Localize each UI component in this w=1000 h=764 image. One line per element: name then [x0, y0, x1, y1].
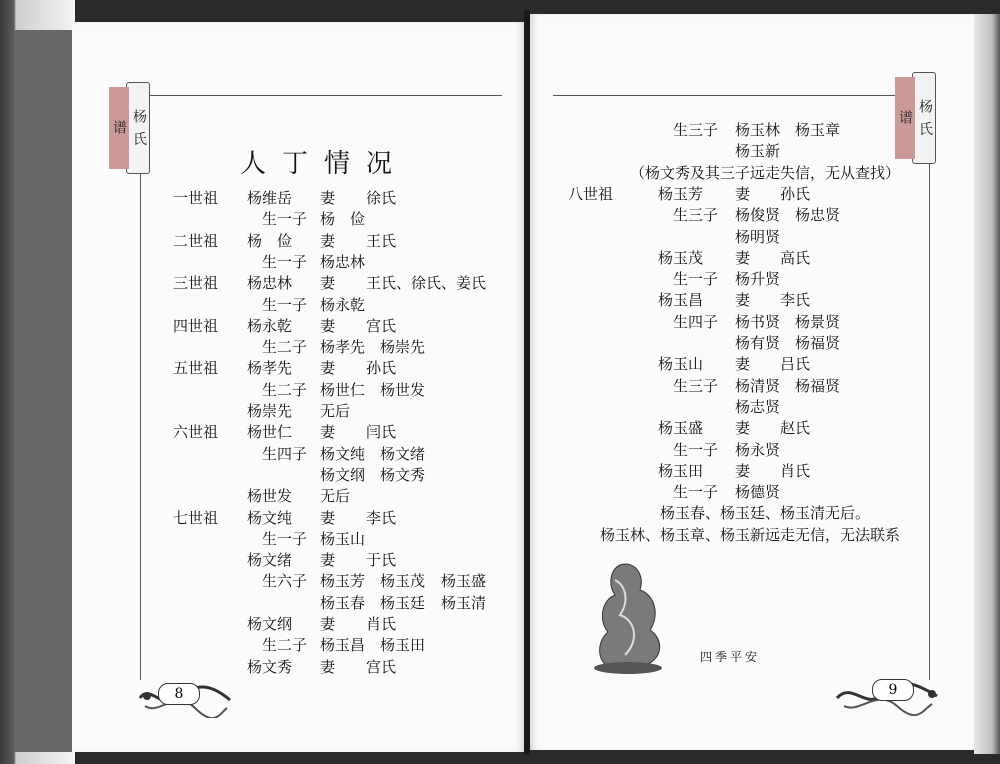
- lineage-cell: 杨 俭: [247, 231, 293, 250]
- lineage-cell: 杨玉芳: [320, 572, 366, 591]
- lineage-cell: 妻: [320, 551, 336, 570]
- lineage-cell: 八世祖: [568, 184, 614, 203]
- lineage-cell: 杨忠林: [247, 274, 293, 293]
- lineage-cell: 杨玉新: [735, 142, 781, 161]
- lineage-cell: 妻: [735, 248, 751, 267]
- illustration-caption: 四季平安: [700, 650, 761, 664]
- lineage-cell: 杨福贤: [795, 334, 841, 352]
- lineage-cell: 杨德贤: [735, 483, 781, 502]
- badge-char: 氏: [917, 121, 933, 138]
- lineage-cell: 杨文秀: [380, 465, 426, 484]
- lineage-cell: 杨 俭: [320, 210, 366, 229]
- lineage-cell: 杨忠林: [320, 252, 366, 271]
- lineage-cell: 三世祖: [173, 274, 219, 293]
- lineage-cell: 生一子: [673, 483, 719, 502]
- lineage-cell: 七世祖: [173, 508, 219, 527]
- badge-char: 杨: [917, 98, 933, 115]
- lineage-cell: 杨玉春: [320, 593, 366, 612]
- lineage-cell: 杨玉山: [320, 529, 366, 548]
- lineage-cell: 杨玉清: [441, 593, 487, 612]
- lineage-cell: 妻: [735, 291, 751, 310]
- book-gutter: [524, 10, 530, 755]
- lineage-cell: 杨玉盛: [658, 419, 704, 438]
- lineage-cell: 杨俊贤: [735, 206, 781, 225]
- lineage-cell: 杨玉林、杨玉章、杨玉新远走无信，无法联系: [600, 525, 901, 544]
- lineage-cell: 妻: [320, 189, 336, 207]
- lineage-cell: 闫氏: [366, 423, 397, 442]
- dragon-statue-illustration: [590, 560, 670, 675]
- lineage-cell: 杨升贤: [735, 270, 781, 289]
- page-title: 人丁情况: [240, 149, 409, 179]
- lineage-cell: 李氏: [780, 291, 811, 310]
- badge-char: 杨: [131, 108, 147, 125]
- lineage-cell: 杨景贤: [795, 312, 841, 331]
- badge-char: 氏: [131, 131, 147, 148]
- lineage-cell: 二世祖: [173, 231, 219, 250]
- lineage-cell: 妻: [735, 355, 751, 374]
- lineage-cell: 妻: [320, 423, 336, 442]
- lineage-cell: 一世祖: [173, 189, 219, 207]
- book-cover-edge: [14, 30, 74, 752]
- lineage-cell: 杨永乾: [247, 316, 293, 335]
- lineage-cell: 杨玉春、杨玉廷、杨玉清无后。: [660, 504, 871, 523]
- lineage-cell: 杨玉茂: [380, 572, 426, 591]
- lineage-cell: 生四子: [262, 444, 308, 463]
- left-header-badge: [111, 82, 150, 174]
- lineage-cell: 王氏: [366, 231, 397, 250]
- right-margin-rule: [929, 160, 930, 680]
- lineage-cell: 妻: [320, 508, 336, 527]
- lineage-cell: 杨玉章: [795, 121, 841, 139]
- lineage-cell: 生三子: [673, 121, 719, 139]
- page-stack-edge: [974, 14, 1000, 754]
- lineage-cell: 妻: [735, 184, 751, 203]
- lineage-cell: 吕氏: [780, 355, 811, 374]
- lineage-cell: 杨世仁: [320, 380, 366, 399]
- lineage-cell: 杨书贤: [735, 312, 781, 331]
- right-header-badge: [897, 72, 936, 164]
- left-header-rule: [140, 95, 502, 96]
- lineage-cell: 杨世发: [380, 380, 426, 399]
- lineage-cell: 杨文纯: [320, 444, 366, 463]
- lineage-cell: 生一子: [262, 252, 308, 271]
- lineage-cell: 杨文纲: [320, 465, 366, 484]
- lineage-cell: 妻: [320, 231, 336, 250]
- lineage-cell: 生二子: [262, 636, 308, 655]
- lineage-cell: 杨玉廷: [380, 593, 426, 612]
- lineage-cell: 杨永贤: [735, 440, 781, 459]
- lineage-cell: 杨明贤: [735, 227, 781, 246]
- lineage-cell: 杨玉昌: [658, 291, 704, 310]
- lineage-cell: 生一子: [262, 529, 308, 548]
- lineage-cell: 妻: [320, 359, 336, 378]
- lineage-cell: 杨文绪: [247, 551, 293, 570]
- lineage-cell: 杨玉山: [658, 355, 704, 374]
- lineage-cell: 妻: [735, 419, 751, 438]
- lineage-cell: 杨忠贤: [795, 206, 841, 225]
- lineage-cell: 四世祖: [173, 316, 219, 335]
- lineage-cell: 杨孝先: [320, 338, 366, 357]
- badge-char: 谱: [895, 77, 915, 159]
- lineage-cell: 宫氏: [366, 316, 397, 335]
- lineage-cell: 杨孝先: [247, 359, 293, 378]
- lineage-cell: 生一子: [673, 270, 719, 289]
- lineage-cell: 杨玉昌: [320, 636, 366, 655]
- lineage-cell: 杨维岳: [247, 189, 293, 207]
- lineage-cell: 生三子: [673, 206, 719, 225]
- lineage-cell: 徐氏: [366, 189, 397, 207]
- lineage-cell: 杨文纲: [247, 615, 293, 633]
- lineage-cell: 杨文纯: [247, 508, 293, 527]
- lineage-cell: 杨有贤: [735, 334, 781, 352]
- badge-char: 谱: [109, 87, 129, 169]
- lineage-cell: 生四子: [673, 312, 719, 331]
- lineage-cell: 六世祖: [173, 423, 219, 442]
- lineage-cell: 妻: [320, 316, 336, 335]
- lineage-cell: 高氏: [780, 248, 811, 267]
- lineage-cell: 杨玉茂: [658, 248, 704, 267]
- lineage-cell: 王氏、徐氏、姜氏: [366, 274, 487, 293]
- lineage-cell: （杨文秀及其三子远走失信，无从查找）: [630, 163, 901, 182]
- lineage-cell: 杨福贤: [795, 376, 841, 395]
- lineage-cell: 生二子: [262, 380, 308, 399]
- lineage-cell: 赵氏: [780, 419, 811, 438]
- right-header-rule: [553, 95, 915, 96]
- lineage-cell: 肖氏: [366, 615, 397, 633]
- lineage-cell: 五世祖: [173, 359, 219, 378]
- lineage-cell: 宫氏: [366, 657, 397, 676]
- lineage-cell: 妻: [320, 274, 336, 293]
- lineage-cell: 无后: [320, 487, 351, 506]
- lineage-cell: 妻: [735, 461, 751, 480]
- lineage-cell: 杨玉盛: [441, 572, 487, 591]
- lineage-cell: 杨玉田: [380, 636, 426, 655]
- left-page-number: 8: [158, 683, 200, 705]
- lineage-cell: 杨世发: [247, 487, 293, 506]
- lineage-cell: 杨永乾: [320, 295, 366, 314]
- lineage-cell: 孙氏: [366, 359, 397, 378]
- lineage-cell: 杨玉芳: [658, 184, 704, 203]
- lineage-cell: 肖氏: [780, 461, 811, 480]
- lineage-cell: 生一子: [673, 440, 719, 459]
- lineage-cell: 生六子: [262, 572, 308, 591]
- lineage-cell: 妻: [320, 615, 336, 633]
- lineage-cell: 杨崇先: [380, 338, 426, 357]
- lineage-cell: 孙氏: [780, 184, 811, 203]
- lineage-cell: 生二子: [262, 338, 308, 357]
- lineage-cell: 无后: [320, 402, 351, 420]
- lineage-cell: 妻: [320, 657, 336, 676]
- lineage-cell: 杨世仁: [247, 423, 293, 442]
- right-page-number: 9: [872, 679, 914, 701]
- lineage-cell: 李氏: [366, 508, 397, 527]
- lineage-cell: 于氏: [366, 551, 397, 570]
- lineage-cell: 杨玉田: [658, 461, 704, 480]
- lineage-cell: 杨志贤: [735, 397, 781, 416]
- lineage-cell: 生一子: [262, 295, 308, 314]
- lineage-cell: 杨文秀: [247, 657, 293, 676]
- lineage-cell: 杨玉林: [735, 121, 781, 139]
- lineage-cell: 生一子: [262, 210, 308, 229]
- lineage-cell: 杨崇先: [247, 402, 293, 420]
- lineage-cell: 杨清贤: [735, 376, 781, 395]
- left-margin-rule: [140, 160, 141, 680]
- lineage-cell: 生三子: [673, 376, 719, 395]
- lineage-cell: 杨文绪: [380, 444, 426, 463]
